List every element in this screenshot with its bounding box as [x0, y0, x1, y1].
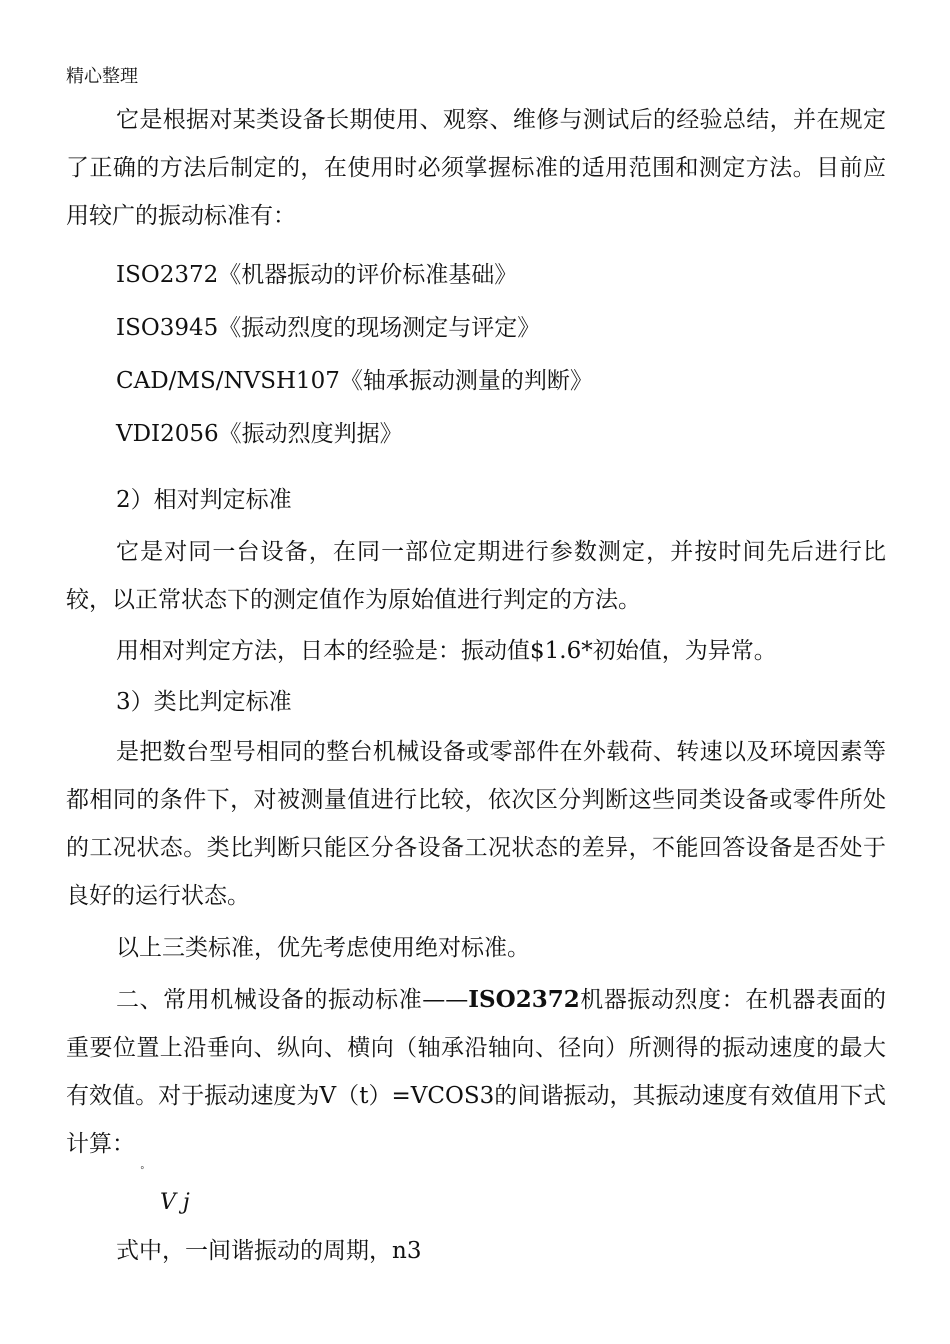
paragraph-formula-note: 式中，一间谐振动的周期，n3: [116, 1238, 422, 1264]
page-header: 精心整理: [66, 66, 138, 87]
standard-item: CAD/MS/NVSH107《轴承振动测量的判断》: [116, 368, 593, 394]
formula: V j: [160, 1190, 190, 1215]
formula-mark: °: [140, 1166, 145, 1176]
paragraph-summary: 以上三类标准，优先考虑使用绝对标准。: [116, 935, 530, 961]
standard-item: VDI2056《振动烈度判据》: [116, 421, 403, 447]
iso2372-pre: 二、常用机械设备的振动标准——: [116, 987, 469, 1013]
paragraph-intro: 它是根据对某类设备长期使用、观察、维修与测试后的经验总结，并在规定了正确的方法后制定的，在使用时必须掌握标准的适用范围和测定方法。目前应用较广的振动标准有：: [66, 107, 886, 229]
paragraph-relative: 它是对同一台设备，在同一部位定期进行参数测定，并按时间先后进行比较，以正常状态下的测定值作为原始值进行判定的方法。: [66, 539, 886, 613]
standard-item: ISO2372《机器振动的评价标准基础》: [116, 262, 518, 288]
paragraph-analogy: 是把数台型号相同的整台机械设备或零部件在外载荷、转速以及环境因素等都相同的条件下，对被测量值进行比较，依次区分判断这些同类设备或零件所处的工况状态。类比判断只能区分各设备工况状态的差异，不能回答设备是否处于良好的运行状态。: [66, 739, 886, 909]
iso2372-post: 机器振动烈度：在机器表面的重要位置上沿垂向、纵向、横向（轴承沿轴向、径向）所测得的振动速度的最大有效值。对于振动速度为V（t）=VCOS3的间谐振动，其振动速度有效值用下式计算：: [66, 987, 887, 1157]
iso2372-code: ISO2372: [468, 986, 580, 1013]
section-heading-relative: 2）相对判定标准: [116, 487, 292, 513]
section-heading-analogy: 3）类比判定标准: [116, 689, 292, 715]
standard-item: ISO3945《振动烈度的现场测定与评定》: [116, 315, 541, 341]
paragraph-japan-experience: 用相对判定方法，日本的经验是：振动值$1.6*初始值，为异常。: [116, 638, 777, 664]
paragraph-iso2372: [66, 976, 886, 1168]
